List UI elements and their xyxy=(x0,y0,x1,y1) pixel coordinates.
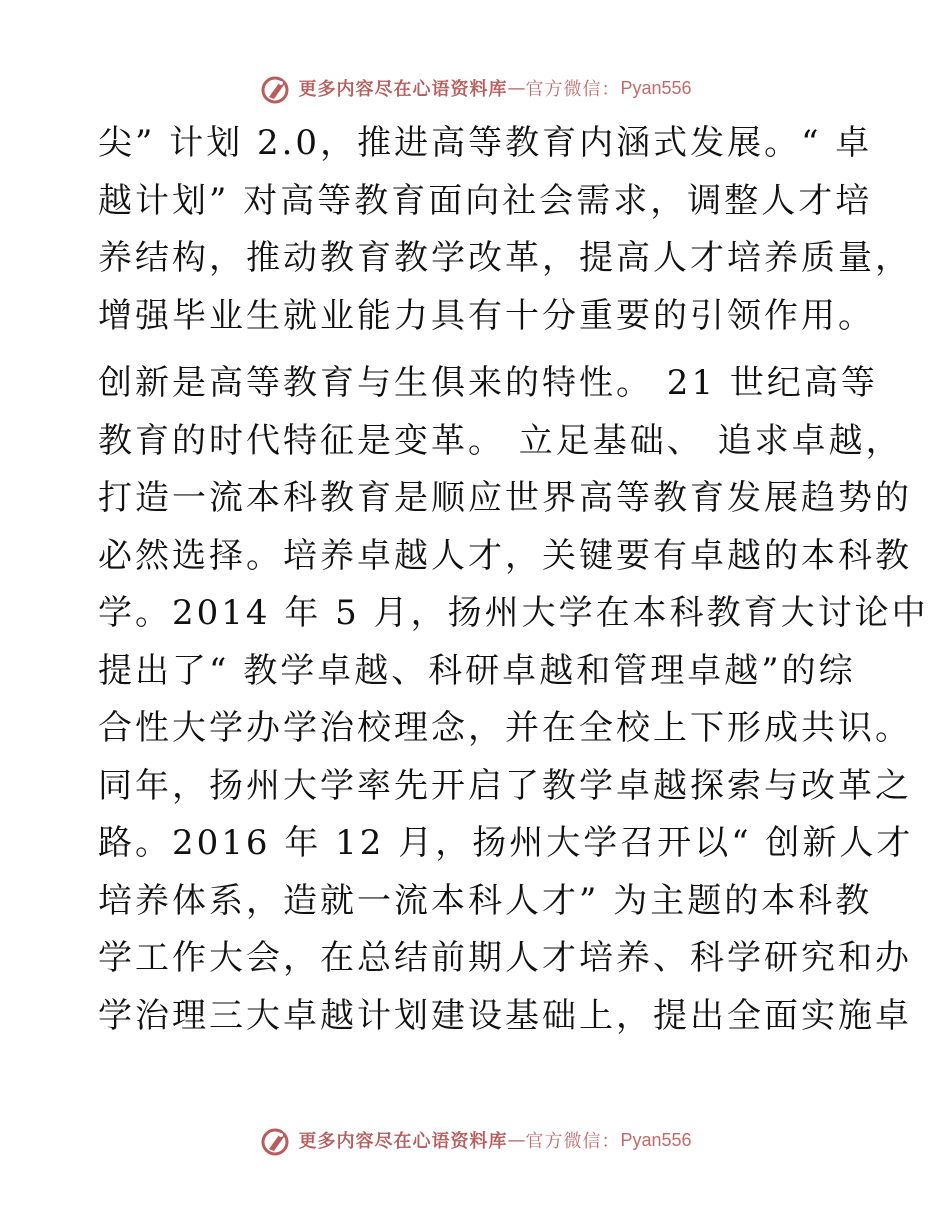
text-line: 养结构，推动教育教学改革，提高人才培养质量， xyxy=(98,238,912,278)
text-line: 路。2016 年 12 月，扬州大学召开以“ 创新人才 xyxy=(98,823,914,863)
pen-nib-circle-icon xyxy=(258,71,292,105)
text-line: 尖” 计划 2.0，推进高等教育内涵式发展。“ 卓 xyxy=(98,123,873,163)
text-line: 合性大学办学治校理念，并在全校上下形成共识。 xyxy=(98,708,912,748)
footer-banner xyxy=(0,1118,950,1162)
banner-wechat-id: Pyan556 xyxy=(620,77,692,98)
banner-official-label: 官方微信： xyxy=(525,79,621,100)
document-body xyxy=(98,115,929,1045)
paragraph-1 xyxy=(98,115,912,345)
text-line: 增强毕业生就业能力具有十分重要的引领作用。 xyxy=(98,295,875,336)
text-line: 学。2014 年 5 月，扬州大学在本科教育大讨论中 xyxy=(98,593,929,633)
banner-brand-text: 更多内容尽在心语资料库 xyxy=(298,79,508,100)
text-line: 越计划” 对高等教育面向社会需求，调整人才培 xyxy=(98,180,873,221)
banner-separator: — xyxy=(507,1129,526,1151)
text-line: 打造一流本科教育是顺应世界高等教育发展趋势的 xyxy=(98,478,912,518)
text-line: 教育的时代特征是变革。 立足基础、 追求卓越， xyxy=(98,420,903,461)
text-line: 创新是高等教育与生俱来的特性。 21 世纪高等 xyxy=(98,363,878,403)
banner-separator: — xyxy=(507,77,526,99)
pen-nib-circle-icon xyxy=(258,1123,292,1157)
text-line: 提出了“ 教学卓越、科研卓越和管理卓越”的综 xyxy=(98,650,856,691)
banner-official-label: 官方微信： xyxy=(525,1131,621,1152)
text-line: 必然选择。培养卓越人才，关键要有卓越的本科教 xyxy=(98,535,912,576)
text-line: 培养体系，造就一流本科人才” 为主题的本科教 xyxy=(98,880,873,921)
text-line: 同年，扬州大学率先开启了教学卓越探索与改革之 xyxy=(98,765,912,806)
text-line: 学治理三大卓越计划建设基础上，提出全面实施卓 xyxy=(98,995,912,1036)
header-banner xyxy=(0,66,950,110)
banner-wechat-id: Pyan556 xyxy=(620,1129,692,1150)
banner-brand-text: 更多内容尽在心语资料库 xyxy=(298,1131,508,1152)
paragraph-2 xyxy=(98,355,929,1045)
text-line: 学工作大会，在总结前期人才培养、科学研究和办 xyxy=(98,938,912,978)
